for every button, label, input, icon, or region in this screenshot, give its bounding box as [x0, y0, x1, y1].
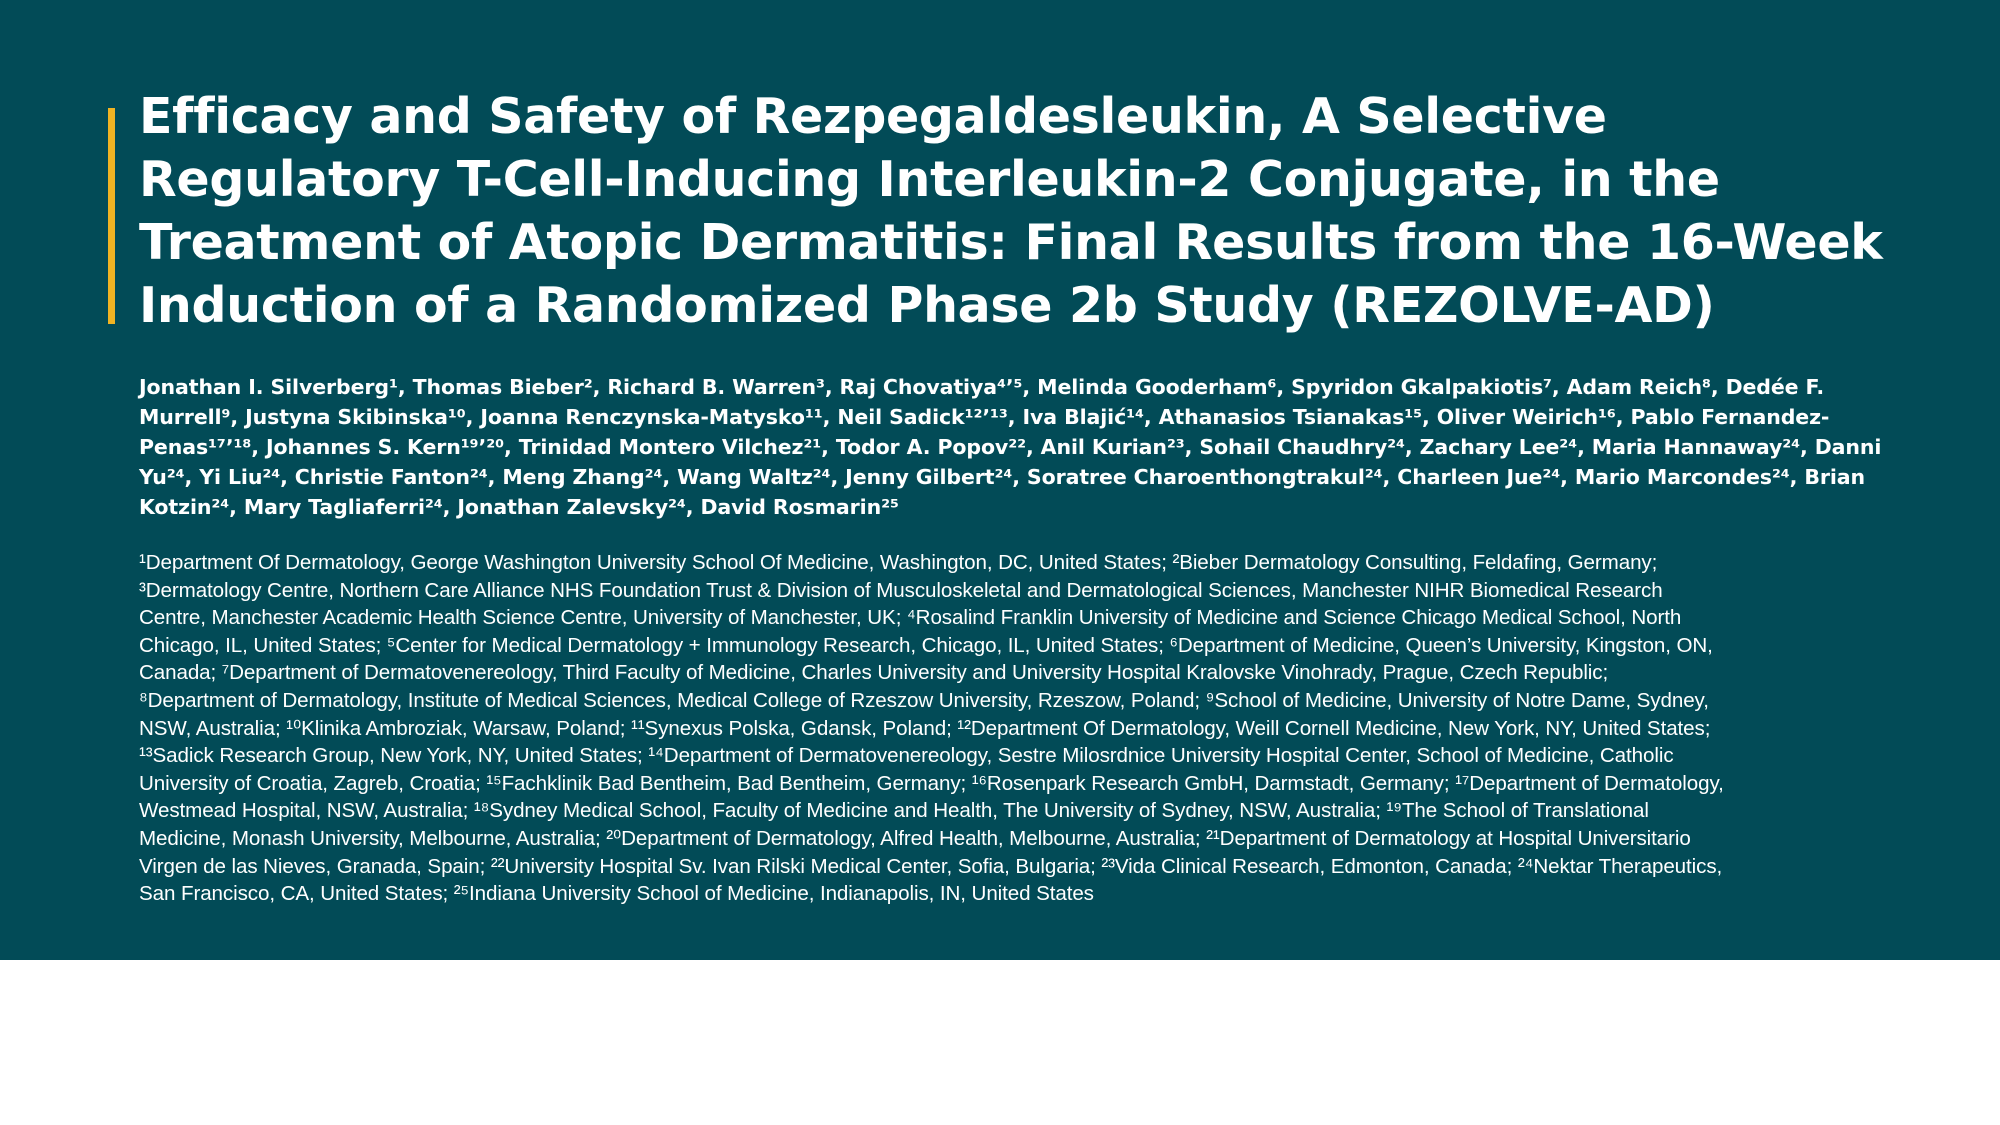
- affiliation-line: San Francisco, CA, United States; ²⁵Indiana University School of Medicine, Indianapolis, IN, United States: [139, 882, 1094, 906]
- author-line: Yu²⁴, Yi Liu²⁴, Christie Fanton²⁴, Meng Zhang²⁴, Wang Waltz²⁴, Jenny Gilbert²⁴, Soratree Charoenthongtrakul²⁴, Charleen Jue²⁴, Mario Marcondes²⁴, Brian: [139, 465, 1866, 489]
- affiliation-line: University of Croatia, Zagreb, Croatia; ¹⁵Fachklinik Bad Bentheim, Bad Bentheim, Germany; ¹⁶Rosenpark Research GmbH, Darmstadt, Germany; ¹⁷Department of Dermatology,: [139, 771, 1724, 795]
- affiliation-line: Centre, Manchester Academic Health Science Centre, University of Manchester, UK; ⁴Rosalind Franklin University of Medicine and Science Chicago Medical School, North: [139, 606, 1682, 630]
- author-line: Kotzin²⁴, Mary Tagliaferri²⁴, Jonathan Zalevsky²⁴, David Rosmarin²⁵: [139, 495, 899, 519]
- affiliation-line: NSW, Australia; ¹⁰Klinika Ambroziak, Warsaw, Poland; ¹¹Synexus Polska, Gdansk, Poland; ¹²Department Of Dermatology, Weill Cornell Medicine, New York, NY, United States;: [139, 716, 1711, 740]
- affiliation-line: Virgen de las Nieves, Granada, Spain; ²²University Hospital Sv. Ivan Rilski Medical Center, Sofia, Bulgaria; ²³Vida Clinical Research, Edmonton, Canada; ²⁴Nektar Therapeutics,: [139, 854, 1723, 878]
- affiliation-line: Chicago, IL, United States; ⁵Center for Medical Dermatology + Immunology Research, Chicago, IL, United States; ⁶Department of Medicine, Queen’s University, Kingston, ON,: [139, 633, 1713, 657]
- affiliation-line: ¹Department Of Dermatology, George Washington University School Of Medicine, Washington, DC, United States; ²Bieber Dermatology Consulting, Feldafing, Germany;: [139, 551, 1658, 574]
- affiliation-line: ³Dermatology Centre, Northern Care Alliance NHS Foundation Trust & Division of Musculoskeletal and Dermatological Sciences, Manchester NIHR Biomedical Research: [139, 578, 1663, 602]
- title-line: Treatment of Atopic Dermatitis: Final Results from the 16-Week: [139, 214, 1883, 271]
- author-line: Penas¹⁷ʼ¹⁸, Johannes S. Kern¹⁹ʼ²⁰, Trinidad Montero Vilchez²¹, Todor A. Popov²², Anil Kurian²³, Sohail Chaudhry²⁴, Zachary Lee²⁴, Maria Hannaway²⁴, Danni: [139, 435, 1882, 459]
- affiliation-line: Canada; ⁷Department of Dermatovenereology, Third Faculty of Medicine, Charles University and University Hospital Kralovske Vinohrady, Prague, Czech Republic;: [139, 661, 1609, 685]
- affiliation-line: Westmead Hospital, NSW, Australia; ¹⁸Sydney Medical School, Faculty of Medicine and Health, The University of Sydney, NSW, Australia; ¹⁹The School of Translational: [139, 799, 1649, 823]
- poster-title: [139, 85, 1899, 337]
- affiliation-line: ⁸Department of Dermatology, Institute of Medical Sciences, Medical College of Rzeszow University, Rzeszow, Poland; ⁹School of Medicine, University of Notre Dame, Sydney,: [139, 688, 1709, 712]
- title-accent-bar: [108, 108, 115, 324]
- title-line: Induction of a Randomized Phase 2b Study (REZOLVE-AD): [139, 277, 1715, 334]
- author-line: Murrell⁹, Justyna Skibinska¹⁰, Joanna Renczynska-Matysko¹¹, Neil Sadick¹²ʼ¹³, Iva Blajić¹⁴, Athanasios Tsianakas¹⁵, Oliver Weirich¹⁶, Pablo Fernandez-: [139, 405, 1830, 429]
- title-line: Regulatory T-Cell-Inducing Interleukin-2 Conjugate, in the: [139, 151, 1720, 208]
- affiliation-line: Medicine, Monash University, Melbourne, Australia; ²⁰Department of Dermatology, Alfred Health, Melbourne, Australia; ²¹Department of Dermatology at Hospital Universitario: [139, 826, 1691, 850]
- author-list: [139, 372, 1899, 522]
- affiliation-list: [139, 549, 1899, 908]
- title-line: Efficacy and Safety of Rezpegaldesleukin, A Selective: [139, 88, 1607, 145]
- affiliation-line: ¹³Sadick Research Group, New York, NY, United States; ¹⁴Department of Dermatovenereology, Sestre Milosrdnice University Hospital Center, School of Medicine, Catholic: [139, 744, 1674, 768]
- author-line: Jonathan I. Silverberg¹, Thomas Bieber², Richard B. Warren³, Raj Chovatiya⁴ʼ⁵, Melinda Gooderham⁶, Spyridon Gkalpakiotis⁷, Adam Reich⁸, Dedée F.: [139, 375, 1825, 399]
